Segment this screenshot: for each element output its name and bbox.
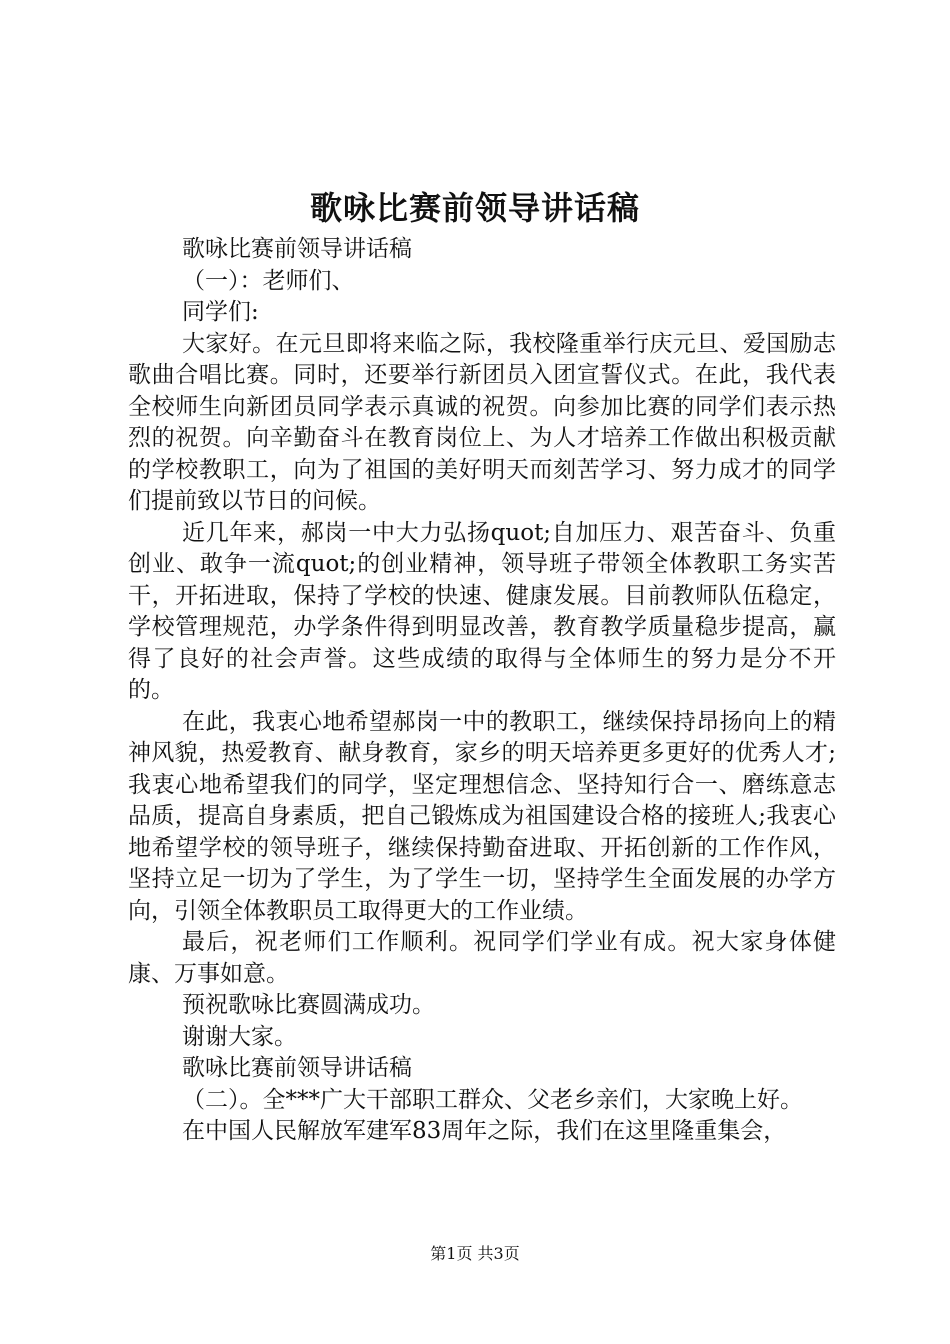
paragraph-hopes: 在此，我衷心地希望郝岗一中的教职工，继续保持昂扬向上的精神风貌，热爱教育、献身教育，家乡的明天培养更多更好的优秀人才;我衷心地希望我们的同学，坚定理想信念、坚持知行合一、磨练意志品质，提高自身素质，把自己锻炼成为祖国建设合格的接班人;我衷心地希望学校的领导班子，继续保持勤奋进取、开拓创新的工作作风，坚持立足一切为了学生，为了学生一切，坚持学生全面发展的办学方向，引领全体教职员工取得更大的工作业绩。 xyxy=(128,708,836,924)
paragraph-subtitle-2: 歌咏比赛前领导讲话稿 xyxy=(182,1055,412,1081)
paragraph-subtitle-1: 歌咏比赛前领导讲话稿 xyxy=(182,236,412,262)
document-body xyxy=(128,234,836,1148)
paragraph-greeting: 大家好。在元旦即将来临之际，我校隆重举行庆元旦、爱国励志歌曲合唱比赛。同时，还要举行新团员入团宣誓仪式。在此，我代表全校师生向新团员同学表示真诚的祝贺。向参加比赛的同学们表示热烈的祝贺。向辛勤奋斗在教育岗位上、为人才培养工作做出积极贡献的学校教职工，向为了祖国的美好明天而刻苦学习、努力成才的同学们提前致以节日的问候。 xyxy=(128,330,836,514)
page-footer: 第1页 共3页 xyxy=(430,1244,520,1263)
paragraph-thanks: 谢谢大家。 xyxy=(182,1023,297,1050)
paragraph-salutation-3: （二）。全***广大干部职工群众、父老乡亲们，大家晚上好。 xyxy=(182,1086,803,1113)
paragraph-salutation-1: （一）：老师们、 xyxy=(182,267,355,294)
paragraph-wishes: 最后，祝老师们工作顺利。祝同学们学业有成。祝大家身体健康、万事如意。 xyxy=(128,929,836,987)
paragraph-achievements: 近几年来，郝岗一中大力弘扬quot;自加压力、艰苦奋斗、负重创业、敢争一流quot;的创业精神，领导班子带领全体教职工务实苦干，开拓进取，保持了学校的快速、健康发展。目前教师队伍稳定，学校管理规范，办学条件得到明显改善，教育教学质量稳步提高，赢得了良好的社会声誉。这些成绩的取得与全体师生的努力是分不开的。 xyxy=(128,519,836,703)
paragraph-salutation-2: 同学们: xyxy=(182,299,259,325)
paragraph-anniversary: 在中国人民解放军建军83周年之际，我们在这里隆重集会， xyxy=(182,1118,787,1144)
document-title: 歌咏比赛前领导讲话稿 xyxy=(309,189,640,227)
paragraph-success-wish: 预祝歌咏比赛圆满成功。 xyxy=(182,992,435,1018)
